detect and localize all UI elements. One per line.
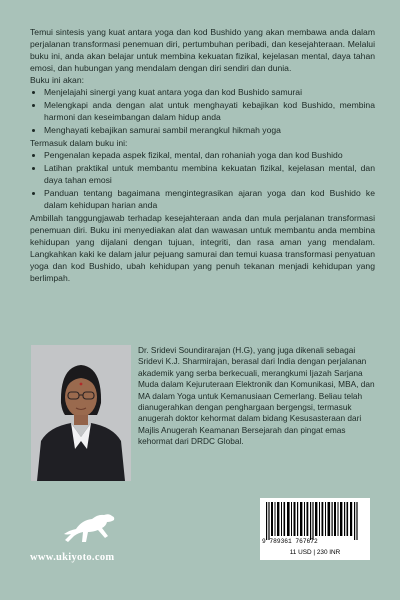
list-item: • Latihan praktikal untuk membantu membina kekuatan fizikal, kejelasan mental, dan daya tahan emosi xyxy=(44,162,375,186)
list2 xyxy=(30,149,375,211)
intro-paragraph: Temui sintesis yang kuat antara yoga dan kod Bushido yang akan membawa anda dalam perjalanan transformasi penemuan diri, pertumbuhan peribadi, dan kesejahteraan. Melalui buku ini, anda akan belajar untuk membina kekuatan fizikal, kejelasan mental, daya tahan emosi, dan hubungan yang mendalam dengan diri sendiri dan dunia. xyxy=(30,27,375,73)
barcode-bars xyxy=(260,498,370,542)
list-item: • Menghayati kebajikan samurai sambil merangkul hikmah yoga xyxy=(44,124,375,136)
publisher-url: www.ukiyoto.com xyxy=(30,552,115,563)
leaping-tiger-icon xyxy=(62,508,116,546)
list1 xyxy=(30,86,375,136)
list2-heading: Termasuk dalam buku ini: xyxy=(30,138,128,148)
list-item: • Panduan tentang bagaimana mengintegrasikan ajaran yoga dan kod Bushido ke dalam kehidupan harian anda xyxy=(44,187,375,211)
price-label: 11 USD | 230 INR xyxy=(289,549,341,556)
barcode-digits: 9 789361 767672 xyxy=(262,538,318,545)
list1-heading: Buku ini akan: xyxy=(30,75,84,85)
list-item: • Melengkapi anda dengan alat untuk menghayati kebajikan kod Bushido, membina harmoni dan keseimbangan dalam hidup anda xyxy=(44,99,375,123)
publisher-logo xyxy=(62,508,116,546)
description-block xyxy=(30,26,375,284)
author-photo xyxy=(31,345,131,481)
closing-paragraph: Ambillah tanggungjawab terhadap kesejahteraan anda dan mula perjalanan transformasi penemuan diri. Buku ini menyediakan alat dan wawasan untuk membantu anda membina kehidupan yang dijalani dengan tujuan, integriti, dan rasa aman yang mendalam. Langkahkan kaki ke dalam jalur pejuang samurai dan temui kuasa transformasi penyatuan yoga dan kod Bushido, ubah kehidupan yang penuh tekanan menjadi kehidupan yang berlimpah. xyxy=(30,213,375,283)
author-bio: Dr. Sridevi Soundirarajan (H.G), yang juga dikenali sebagai Sridevi K.J. Sharmirajan, berasal dari India dengan perjalanan akademik yang serba berkecuali, merangkumi Ijazah Sarjana Muda dalam Kejuruteraan Elektronik dan Komunikasi, MBA, dan MA dalam Yoga untuk Kemanusiaan Cemerlang. Beliau telah dianugerahkan dengan penghargaan bergengsi, termasuk anugerah doktor kehormat dalam bidang Kesusasteraan dari Majlis Anugerah Keamanan Bersejarah dan pingat emas kehormat dari DRDC Global. xyxy=(138,345,375,447)
list-item: • Pengenalan kepada aspek fizikal, mental, dan rohaniah yoga dan kod Bushido xyxy=(44,149,375,161)
list-item: • Menjelajahi sinergi yang kuat antara yoga dan kod Bushido samurai xyxy=(44,86,375,98)
author-portrait-image xyxy=(31,345,131,481)
barcode xyxy=(260,498,370,560)
